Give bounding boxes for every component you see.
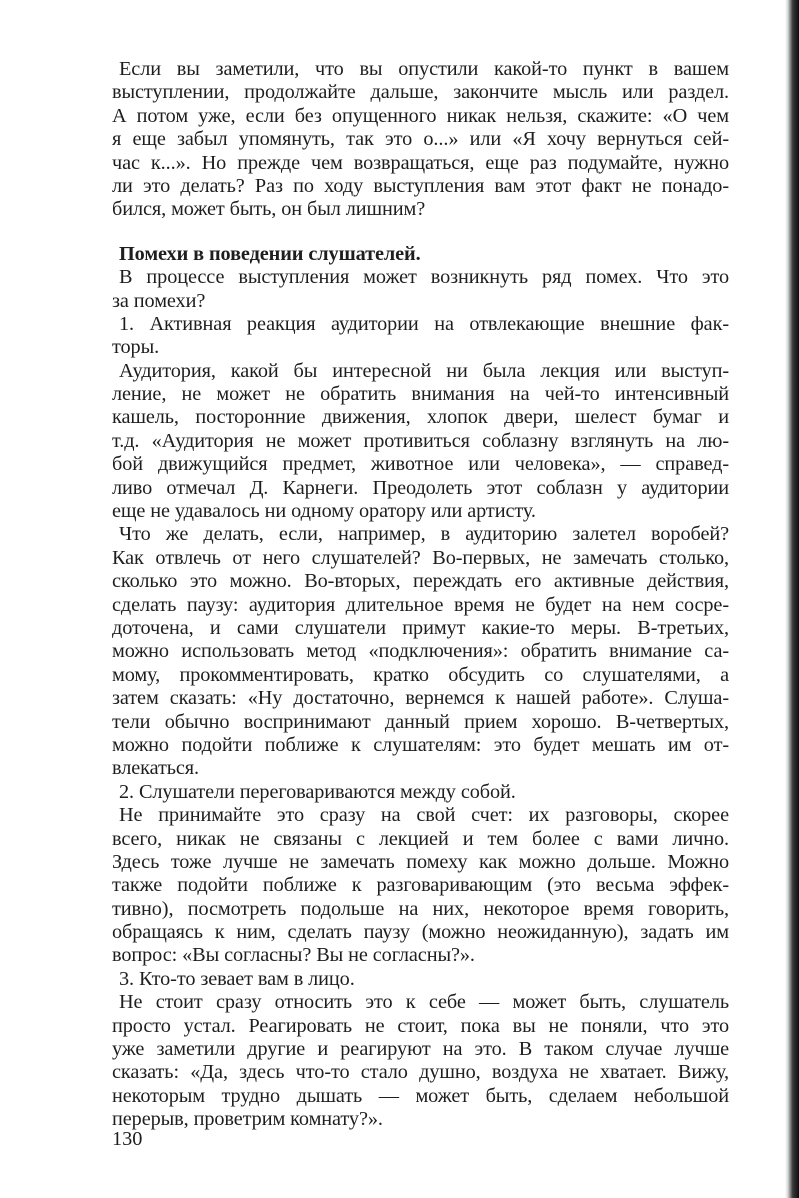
text-line: Здесь тоже лучше не замечать помеху как можно дольше. Можно	[112, 850, 729, 873]
paragraph	[112, 968, 729, 991]
text-line: просто устал. Реагировать не стоит, пока вы не поняли, что это	[112, 1014, 729, 1037]
text-line: также подойти поближе к разговаривающим (это весьма эффек-	[112, 874, 729, 897]
text-line: ливо отмечал Д. Карнеги. Преодолеть этот соблазн у аудитории	[112, 476, 729, 499]
paragraph	[112, 781, 729, 804]
text-line: Если вы заметили, что вы опустили какой-то пункт в вашем	[119, 58, 729, 80]
text-line: т.д. «Аудитория не может противиться соблазну взглянуть на лю-	[112, 429, 729, 452]
text-line: вопрос: «Вы согласны? Вы не согласны?».	[112, 944, 475, 967]
paragraph	[112, 360, 729, 524]
text-line: В процессе выступления может возникнуть ряд помех. Что это	[119, 266, 729, 289]
text-line: торы.	[112, 336, 160, 359]
text-line: всего, никак не связаны с лекцией и тем более с вами лично.	[112, 827, 729, 850]
paragraph	[112, 266, 729, 313]
text-line: 1. Активная реакция аудитории на отвлекающие внешние фак-	[119, 312, 729, 335]
book-spine-shadow	[785, 0, 799, 1198]
text-line: перерыв, проветрим комнату?».	[112, 1108, 383, 1131]
paragraph	[112, 58, 729, 222]
text-line: бой движущийся предмет, животное или человека», — справед-	[112, 453, 729, 476]
text-line: затем сказать: «Ну достаточно, вернемся к нашей работе». Слуша-	[112, 687, 729, 710]
text-line: А потом уже, если без опущенного никак нельзя, скажите: «О чем	[112, 104, 729, 127]
text-line: кашель, посторонние движения, хлопок двери, шелест бумаг и	[112, 406, 729, 429]
text-line: Не принимайте это сразу на свой счет: их разговоры, скорее	[119, 804, 729, 827]
text-line: ли это делать? Раз по ходу выступления вам этот факт не понадо-	[112, 174, 729, 197]
text-line: влекаться.	[112, 757, 199, 780]
heading-spacer	[112, 222, 729, 243]
text-line: тивно), посмотреть подольше на них, некоторое время говорить,	[112, 897, 729, 920]
paragraph	[112, 313, 729, 360]
text-line: доточена, и сами слушатели примут какие-то меры. В-третьих,	[112, 616, 729, 639]
text-line: мому, прокомментировать, кратко обсудить со слушателями, а	[112, 663, 729, 686]
text-line: некоторым трудно дышать — может быть, сделаем небольшой	[112, 1084, 729, 1107]
text-line: Что же делать, если, например, в аудиторию залетел воробей?	[119, 523, 729, 546]
text-line: сделать паузу: аудитория длительное время не будет на нем сосре-	[112, 593, 729, 616]
text-line: еще не удавалось ни одному оратору или артисту.	[112, 500, 536, 523]
text-line: тели обычно воспринимают данный прием хорошо. В-четвертых,	[112, 710, 729, 733]
text-line: выступлении, продолжайте дальше, закончите мысль или раздел.	[112, 81, 729, 104]
page-number: 130	[112, 1128, 143, 1150]
text-line: 3. Кто-то зевает вам в лицо.	[119, 967, 355, 990]
text-line: можно использовать метод «подключения»: обратить внимание са-	[112, 640, 729, 663]
text-line: сколько это можно. Во-вторых, переждать его активные действия,	[112, 570, 729, 593]
paragraph	[112, 523, 729, 780]
text-line: можно подойти поближе к слушателям: это будет мешать им от-	[112, 733, 729, 756]
text-line: за помехи?	[112, 289, 206, 312]
text-line: Помехи в поведении слушателей.	[119, 242, 421, 265]
text-line: Аудитория, какой бы интересной ни была лекция или выступ-	[119, 359, 729, 382]
text-line: час к...». Но прежде чем возвращаться, еще раз подумайте, нужно	[112, 151, 729, 174]
text-line: Как отвлечь от него слушателей? Во-первых, не замечать столько,	[112, 546, 729, 569]
text-line: Не стоит сразу относить это к себе — может быть, слушатель	[119, 991, 729, 1014]
text-line: обращаясь к ним, сделать паузу (можно неожиданную), задать им	[112, 921, 729, 944]
text-line: ление, не может не обратить внимания на чей-то интенсивный	[112, 383, 729, 406]
text-line: сказать: «Да, здесь что-то стало душно, воздуха не хватает. Вижу,	[112, 1061, 729, 1084]
text-line: 2. Слушатели переговариваются между собой.	[119, 780, 516, 803]
page-body-text	[112, 58, 729, 1132]
text-line: бился, может быть, он был лишним?	[112, 198, 426, 221]
section-heading	[112, 243, 729, 266]
paragraph	[112, 991, 729, 1131]
paragraph	[112, 804, 729, 968]
text-line: я еще забыл упомянуть, так это о...» или «Я хочу вернуться сей-	[112, 128, 729, 151]
text-line: уже заметили другие и реагируют на это. В таком случае лучше	[112, 1038, 729, 1061]
